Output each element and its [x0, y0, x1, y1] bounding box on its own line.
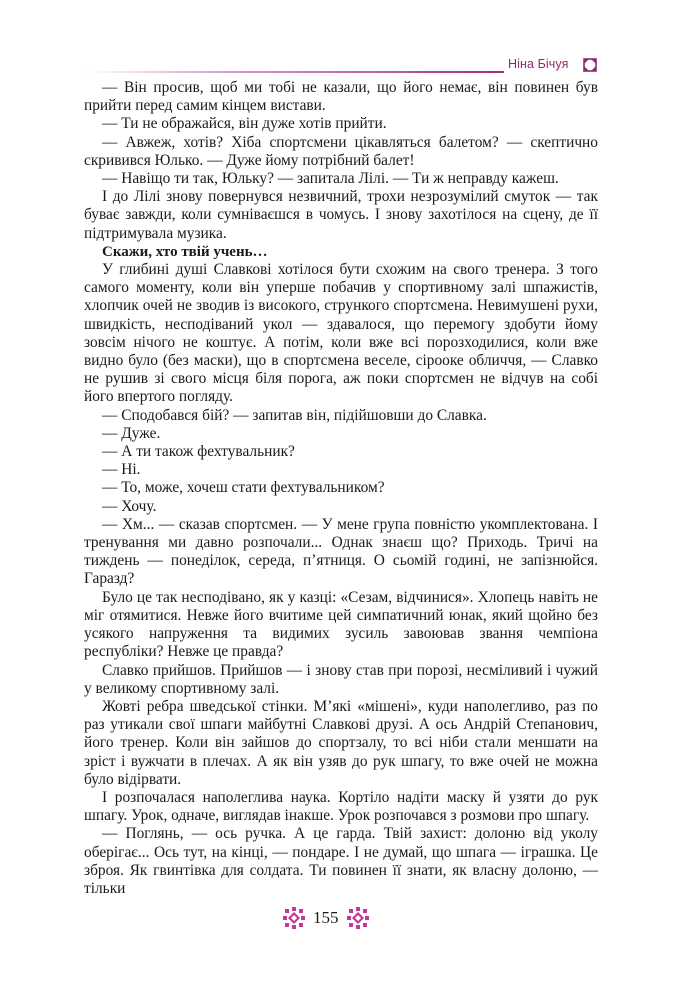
paragraph: — Хочу. — [102, 497, 157, 515]
paragraph: — Хм... — сказав спортсмен. — У мене група повністю укомплектована. І тренування ми давно розпочали... Однак знаєш що? Приходь. Тричі на тиждень — понеділок, середа, п’ятниця. О сьомій годині, не запізнюйся. Гаразд? — [84, 515, 598, 588]
paragraph: — Навіщо ти так, Юльку? — запитала Лілі. — Ти ж неправду кажеш. — [102, 170, 559, 188]
page-footer — [282, 905, 370, 931]
paragraph: — Сподобався бій? — запитав він, підійшовши до Славка. — [102, 406, 487, 424]
paragraph: І до Лілі знову повернувся незвичний, трохи незрозумілий смуток — так буває завжди, коли сумніваєшся в чомусь. І знову захотілося на сцену, де її підтримувала музика. — [84, 188, 598, 242]
page-number: 155 — [313, 908, 339, 927]
paragraph: — А ти також фехтувальник? — [102, 443, 295, 461]
paragraph: — Ти не ображайся, він дуже хотів прийти. — [102, 115, 387, 133]
main-text — [84, 79, 598, 898]
header-divider — [84, 71, 504, 73]
section-title: Скажи, хто твій учень… — [102, 243, 268, 260]
paragraph: — Ні. — [102, 461, 141, 479]
book-corner-icon — [583, 58, 597, 72]
running-header-author: Ніна Бічуя — [508, 57, 569, 71]
paragraph: Славко прийшов. Прийшов — і знову став при порозі, несміливий і чужий у великому спортивному залі. — [84, 661, 598, 697]
folk-ornament-icon — [346, 906, 370, 930]
paragraph: Жовті ребра шведської стінки. М’які «мішені», куди наполегливо, раз по раз утикали свої шпаги майбутні Славкові друзі. А ось Андрій Степанович, його тренер. Коли він зайшов до спортзалу, то всі ніби стали меншати на зріст і вужчати в плечах. А як він узяв до рук шпагу, то вже очей не можна було відірвати. — [84, 697, 598, 788]
paragraph: — То, може, хочеш стати фехтувальником? — [102, 479, 385, 497]
paragraph: І розпочалася наполеглива наука. Кортіло надіти маску й узяти до рук шпагу. Урок, одначе, виглядав інакше. Урок розпочався з розмови про шпагу. — [84, 788, 598, 825]
paragraph: У глибині душі Славкові хотілося бути схожим на свого тренера. З того самого моменту, коли він уперше побачив у спортивному залі шпажистів, хлопчик очей не зводив із високого, стрункого спортсмена. Невимушені рухи, швидкість, несподіваний укол — здавалося, що перемогу здобути йому зовсім нічого не коштує. А потім, коли вже всі порозходилися, коли вже видно було (без маски), що в спортсмена веселе, сіроoке обличчя, — Славко не рушив зі свого місця біля порога, аж поки спортсмен не відчув на собі його впертого погляду. — [84, 261, 598, 406]
paragraph: — Поглянь, — ось ручка. А це гарда. Твій захист: долоню від уколу оберігає... Ось тут, на кінці, — пондаре. І не думай, що шпага — іграшка. Це зброя. Як гвинтівка для солдата. Ти повинен її знати, як власну долоню, — тільки — [84, 825, 598, 897]
folk-ornament-icon — [282, 906, 306, 930]
paragraph: — Дуже. — [102, 424, 161, 442]
paragraph: — Він просив, щоб ми тобі не казали, що його немає, він повинен був прийти перед самим кінцем вистави. — [84, 79, 598, 115]
paragraph: Було це так несподівано, як у казці: «Сезам, відчинися». Хлопець навіть не міг отямитися. Невже його вчитиме цей симпатичний юнак, який щойно без усякого напруження та видимих зусиль завоював звання чемпіона республіки? Невже це правда? — [84, 588, 598, 661]
paragraph: — Авжеж, хотів? Хіба спортсмени цікавляться балетом? — скептично скривився Юлько. — Дуже йому потрібний балет! — [84, 133, 598, 169]
